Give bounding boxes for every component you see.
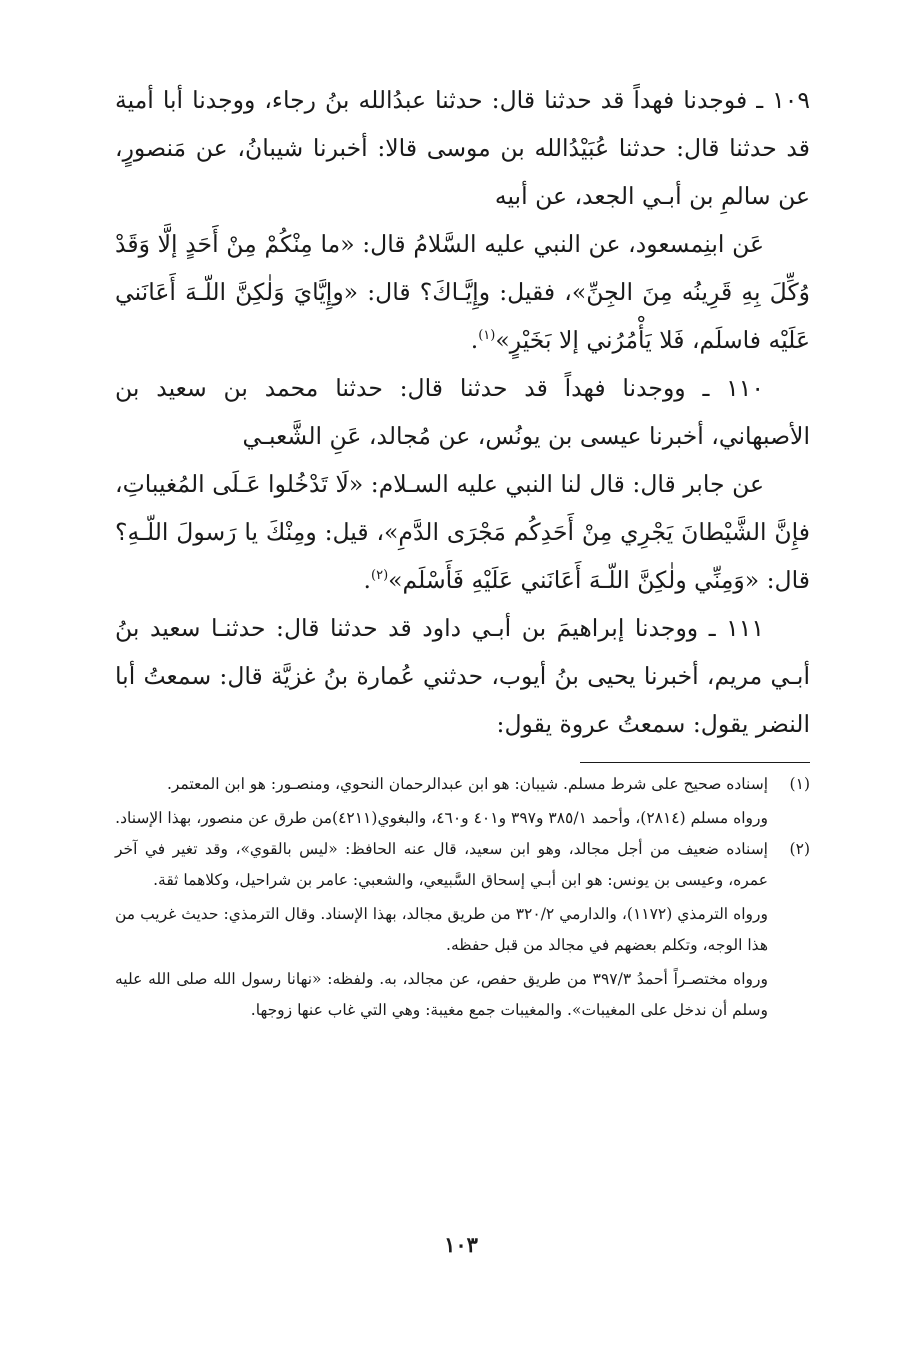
footnote-paragraph: إسناده ضعيف من أجل مجالد، وهو ابن سعيد، قال عنه الحافظ: «ليس بالقوي»، وقد تغير في آخر عمره، وعيسى بن يونس: هو ابن أبـي إسحاق السَّبيعي، والشعبي: عامر بن شراحيل، وكلاهما ثقة. bbox=[115, 840, 768, 889]
page-number: ١٠٣ bbox=[444, 1232, 478, 1257]
footnote-1 bbox=[115, 769, 810, 834]
footnote-mark: (١) bbox=[789, 775, 810, 793]
hadith-110-matn-text: عن جابر قال: قال لنا النبي عليه السـلام: «لَا تَدْخُلوا عَـلَى المُغيباتِ، فإِنَّ الشَّيْطانَ يَجْرِي مِنْ أَحَدِكُم مَجْرَى الدَّمِ»، قيل: ومِنْكَ يا رَسولَ اللّـهِ؟ قال: «وَمِنِّي ولٰكِنَّ اللّـهَ أَعَانَني عَلَيْهِ فَأَسْلَم» bbox=[115, 470, 810, 594]
footnote-paragraph: ورواه مسلم (٢٨١٤)، وأحمد ٣٨٥/١ و٣٩٧ و٤٠١ و٤٦٠، والبغوي(٤٢١١)من طرق عن منصور، بهذا الإسناد. bbox=[115, 809, 768, 827]
hadith-109-isnad: ١٠٩ ـ فوجدنا فهداً قد حدثنا قال: حدثنا عبدُالله بنُ رجاء، ووجدنا أبا أمية قد حدثنا قال: حدثنا عُبَيْدُالله بن موسى قالا: أخبرنا شيبانُ، عن مَنصورٍ، عن سالمِ بن أبـي الجعد، عن أبيه bbox=[115, 86, 810, 210]
footnote-2 bbox=[115, 834, 810, 1026]
hadith-109-matn bbox=[115, 220, 810, 364]
hadith-110-matn bbox=[115, 460, 810, 604]
hadith-109-matn-text: عَن ابنِمسعود، عن النبي عليه السَّلامُ قال: «ما مِنْكُمْ مِنْ أَحَدٍ إلَّا وَقَدْ وُكِّلَ بِهِ قَرِينُه مِنَ الجِنِّ»، فقيل: وإِيَّـاكَ؟ قال: «وإِيَّايَ وَلٰكِنَّ اللّـهَ أَعَانَني عَلَيْه فاسلَم، فَلا يَأْمُرُني إلا بَخَيْرٍ» bbox=[115, 230, 810, 354]
footnote-body bbox=[115, 769, 768, 834]
footnote-paragraph: ورواه مختصـراً أحمدُ ٣٩٧/٣ من طريق حفص، عن مجالد، به. ولفظه: «نهانا رسول الله صلى الله عليه وسلم أن ندخل على المغيبات». والمغيبات جمع مغيبة: وهي التي غاب عنها زوجها. bbox=[115, 970, 768, 1019]
footnote-ref-2[interactable]: (٢) bbox=[371, 568, 389, 584]
footnotes bbox=[115, 769, 810, 1026]
hadith-110-isnad: ١١٠ ـ ووجدنا فهداً قد حدثنا قال: حدثنا محمد بن سعيد بن الأصبهاني، أخبرنا عيسى بن يونُس، عن مُجالد، عَنِ الشَّعبـي bbox=[115, 374, 810, 450]
footnote-mark: (٢) bbox=[789, 840, 810, 858]
main-text bbox=[115, 76, 810, 748]
hadith-109-end: . bbox=[470, 326, 479, 354]
hadith-111-isnad: ١١١ ـ ووجدنا إبراهيمَ بن أبـي داود قد حدثنا قال: حدثنـا سعيد بنُ أبـي مريم، أخبرنا يحيى بنُ أيوب، حدثني عُمارة بنُ غزيَّة قال: سمعتُ أبا النضر يقول: سمعتُ عروة يقول: bbox=[115, 614, 810, 738]
hadith-110-end: . bbox=[363, 566, 372, 594]
footnote-ref-1[interactable]: (١) bbox=[478, 328, 496, 344]
footnote-separator bbox=[580, 762, 810, 763]
footnote-paragraph: إسناده صحيح على شرط مسلم. شيبان: هو ابن عبدالرحمان النحوي، ومنصـور: هو ابن المعتمر. bbox=[166, 775, 768, 793]
footnote-paragraph: ورواه الترمذي (١١٧٢)، والدارمي ٣٢٠/٢ من طريق مجالد، بهذا الإسناد. وقال الترمذي: حديث غريب من هذا الوجه، وتكلم بعضهم في مجالد من قبل حفظه. bbox=[115, 905, 768, 954]
footnote-body bbox=[115, 834, 768, 1026]
book-page bbox=[115, 76, 810, 1026]
